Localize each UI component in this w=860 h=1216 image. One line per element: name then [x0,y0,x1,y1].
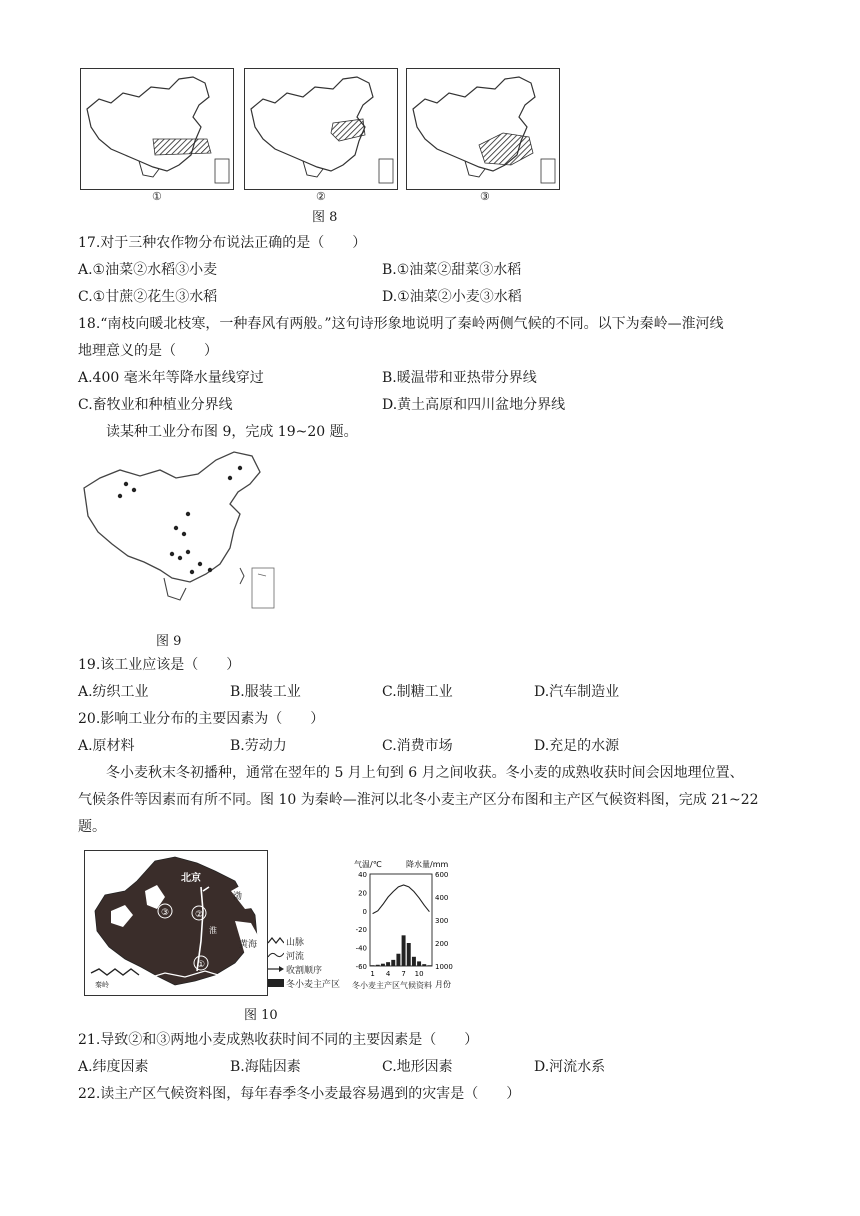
right-tick-label: 1000 [435,963,453,971]
precipitation-bar [376,965,380,966]
precipitation-bar [412,957,416,966]
q17-option-c[interactable]: C.①甘蔗②花生③水稻 [78,289,218,305]
q21-option-d[interactable]: D.河流水系 [534,1059,606,1075]
q20-option-a[interactable]: A.原材料 [78,738,135,754]
q18-option-b[interactable]: B.暖温带和亚热带分界线 [382,370,537,386]
q17-option-d[interactable]: D.①油菜②小麦③水稻 [382,289,522,305]
arrow-legend-icon [268,965,284,971]
q20-option-c[interactable]: C.消费市场 [382,738,453,754]
climate-chart [340,858,460,994]
figure10-map [84,850,268,996]
q17-option-a[interactable]: A.①油菜②水稻③小麦 [78,262,218,278]
map-label-2: ② [194,910,204,920]
right-tick-label: 300 [435,917,449,925]
figure8-map-3 [406,68,560,190]
figure8-label-3: ③ [480,190,490,203]
right-tick-label: 200 [435,940,449,948]
intro-19-20: 读某种工业分布图 9，完成 19~20 题。 [106,424,358,440]
q17-option-b[interactable]: B.①油菜②甜菜③水稻 [382,262,522,278]
q20-option-d[interactable]: D.充足的水源 [534,738,620,754]
map-label-beijing: 北京 [181,873,201,884]
precipitation-bar [381,964,385,966]
legend-harvest-label: 收割顺序 [286,966,323,976]
precipitation-bar [402,935,406,966]
map-label-huai: 淮 [209,926,217,935]
q19-stem: 19.该工业应该是（ ） [78,657,241,673]
left-tick-label: -40 [355,944,367,953]
figure8-label-1: ① [152,190,162,203]
x-tick-label: 1 [370,970,375,978]
q19-option-c[interactable]: C.制糖工业 [382,684,453,700]
mountain-legend-icon [268,937,284,943]
figure10-caption: 图 10 [244,1008,278,1023]
map-label-1: ① [196,960,206,970]
chart-right-axis-title: 降水量/mm [406,860,449,869]
climate-chart-svg [340,858,460,994]
intro-21-line3: 题。 [78,819,106,835]
q21-option-b[interactable]: B.海陆因素 [230,1059,301,1075]
q20-stem: 20.影响工业分布的主要因素为（ ） [78,711,325,727]
precipitation-bar [371,965,375,966]
x-tick-label: 10 [414,970,424,978]
map-label-huanghai: 黄海 [239,940,258,950]
left-tick-label: -20 [355,926,367,935]
map-label-qinling: 秦岭 [95,981,109,989]
china-map-outline [80,448,280,620]
climate-chart-title: 冬小麦主产区气候资料 [352,981,432,990]
legend-river-label: 河流 [286,952,305,962]
q19-option-d[interactable]: D.汽车制造业 [534,684,620,700]
temperature-line [373,885,430,914]
figure8-caption: 图 8 [312,210,338,225]
china-map-outline [81,69,233,189]
right-tick-label: 400 [435,894,449,902]
figure8-label-2: ② [316,190,326,203]
q21-option-c[interactable]: C.地形因素 [382,1059,453,1075]
q19-option-a[interactable]: A.纺织工业 [78,684,149,700]
map-label-bohai: 渤 [233,892,243,902]
q21-stem: 21.导致②和③两地小麦成熟收获时间不同的主要因素是（ ） [78,1032,479,1048]
chart-frame [370,874,432,966]
precipitation-bar [422,964,426,966]
figure8-map-1 [80,68,234,190]
wheat-region-map [85,851,267,995]
chart-left-axis-title: 气温/℃ [354,860,382,869]
q19-option-b[interactable]: B.服装工业 [230,684,301,700]
legend-wheat-label: 冬小麦主产区 [286,980,341,990]
map-label-3: ③ [160,908,170,918]
precipitation-bar [427,965,431,966]
q18-option-d[interactable]: D.黄土高原和四川盆地分界线 [382,397,566,413]
river-legend-icon [268,951,284,957]
q22-stem: 22.读主产区气候资料图，每年春季冬小麦最容易遇到的灾害是（ ） [78,1086,521,1102]
legend-mountain-label: 山脉 [286,938,305,948]
china-map-outline [407,69,559,189]
left-tick-label: 20 [358,889,367,898]
q17-stem: 17.对于三种农作物分布说法正确的是（ ） [78,235,367,251]
right-tick-label: 600 [435,871,449,879]
precipitation-bar [386,962,390,966]
precipitation-bar [391,960,395,966]
left-tick-label: 0 [362,907,367,916]
precipitation-bar [396,954,400,966]
precipitation-bar [417,961,421,966]
left-tick-label: -60 [355,963,367,971]
q18-option-c[interactable]: C.畜牧业和种植业分界线 [78,397,233,413]
figure8-map-2 [244,68,398,190]
x-tick-label: 7 [401,970,406,978]
q18-stem-line2: 地理意义的是（ ） [78,343,218,359]
q20-option-b[interactable]: B.劳动力 [230,738,287,754]
q21-option-a[interactable]: A.纬度因素 [78,1059,149,1075]
q18-stem-line1: 18.“南枝向暖北枝寒，一种春风有两般。”这句诗形象地说明了秦岭两侧气候的不同。以下为秦岭—淮河线 [78,316,724,332]
figure9-map [80,448,280,620]
wheat-area-legend-icon [268,979,284,987]
left-tick-label: 40 [358,871,367,879]
figure9-caption: 图 9 [156,634,182,649]
precipitation-bar [407,943,411,966]
chart-x-unit: 月份 [435,980,451,989]
q18-option-a[interactable]: A.400 毫米年等降水量线穿过 [78,370,264,386]
intro-21-line2: 气候条件等因素而有所不同。图 10 为秦岭—淮河以北冬小麦主产区分布图和主产区气候资料图，完成 21~22 [78,792,759,808]
x-tick-label: 4 [385,970,391,978]
intro-21-line1: 冬小麦秋末冬初播种，通常在翌年的 5 月上旬到 6 月之间收获。冬小麦的成熟收获时间会因地理位置、 [106,765,744,781]
china-map-outline [245,69,397,189]
